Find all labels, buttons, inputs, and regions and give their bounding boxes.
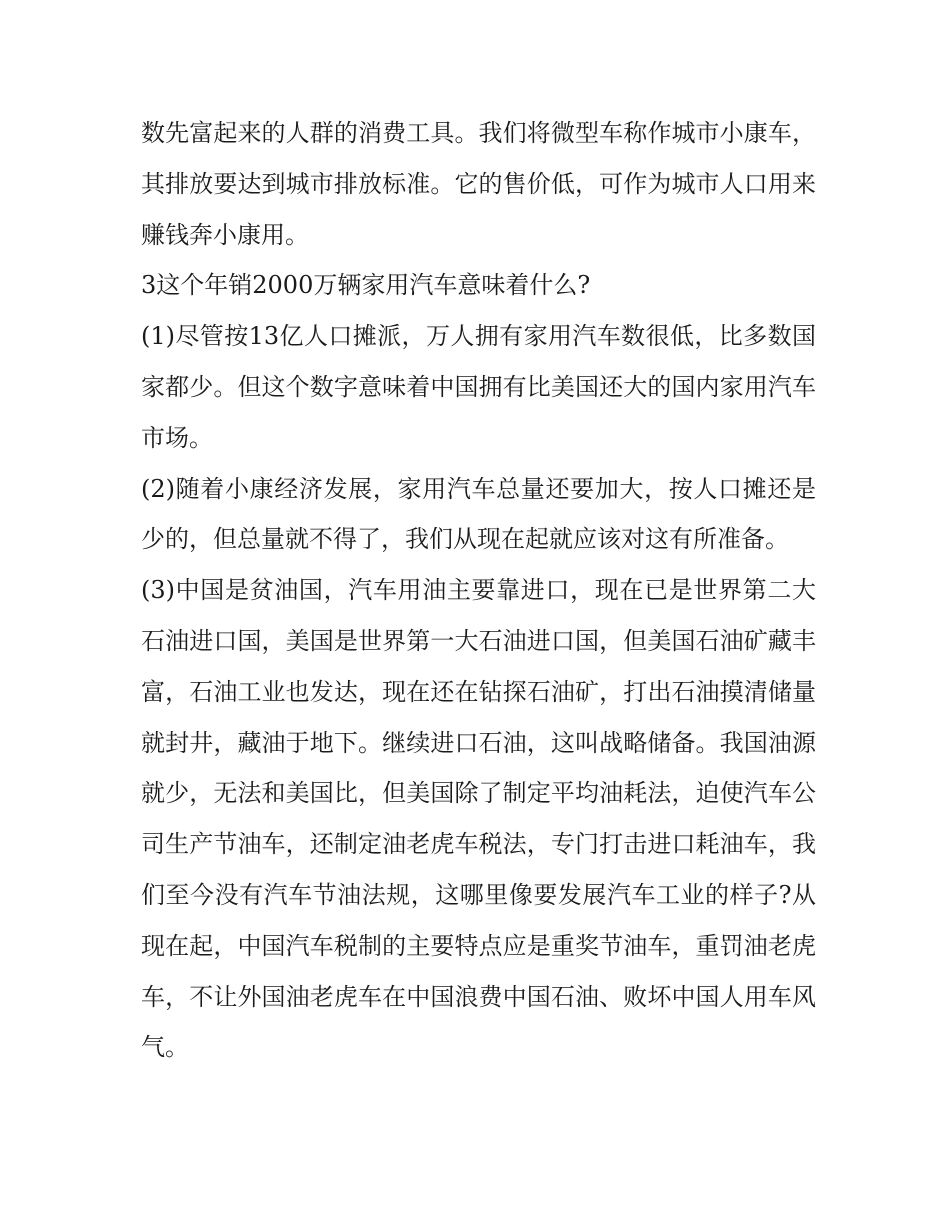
section-heading-3: 3这个年销2000万辆家用汽车意味着什么? — [141, 271, 591, 300]
paragraph-point-3: (3)中国是贫油国，汽车用油主要靠进口，现在已是世界第二大石油进口国，美国是世界第一大石油进口国，但美国石油矿藏丰富，石油工业也发达，现在还在钻探石油矿，打出石油摸清储量就封井，藏油于地下。继续进口石油，这叫战略储备。我国油源就少，无法和美国比，但美国除了制定平均油耗法，迫使汽车公司生产节油车，还制定油老虎车税法，专门打击进口耗油车，我们至今没有汽车节油法规，这哪里像要发展汽车工业的样子?从现在起，中国汽车税制的主要特点应是重奖节油车，重罚油老虎车，不让外国油老虎车在中国浪费中国石油、败坏中国人用车风气。 — [141, 576, 816, 1062]
paragraph-point-2: (2)随着小康经济发展，家用汽车总量还要加大，按人口摊还是少的，但总量就不得了，我们从现在起就应该对这有所准备。 — [141, 474, 816, 554]
paragraph-continuation: 数先富起来的人群的消费工具。我们将微型车称作城市小康车，其排放要达到城市排放标准。它的售价低，可作为城市人口用来赚钱奔小康用。 — [141, 119, 816, 249]
document-body — [141, 108, 816, 1073]
paragraph-point-1: (1)尽管按13亿人口摊派，万人拥有家用汽车数很低，比多数国家都少。但这个数字意味着中国拥有比美国还大的国内家用汽车市场。 — [141, 322, 816, 452]
